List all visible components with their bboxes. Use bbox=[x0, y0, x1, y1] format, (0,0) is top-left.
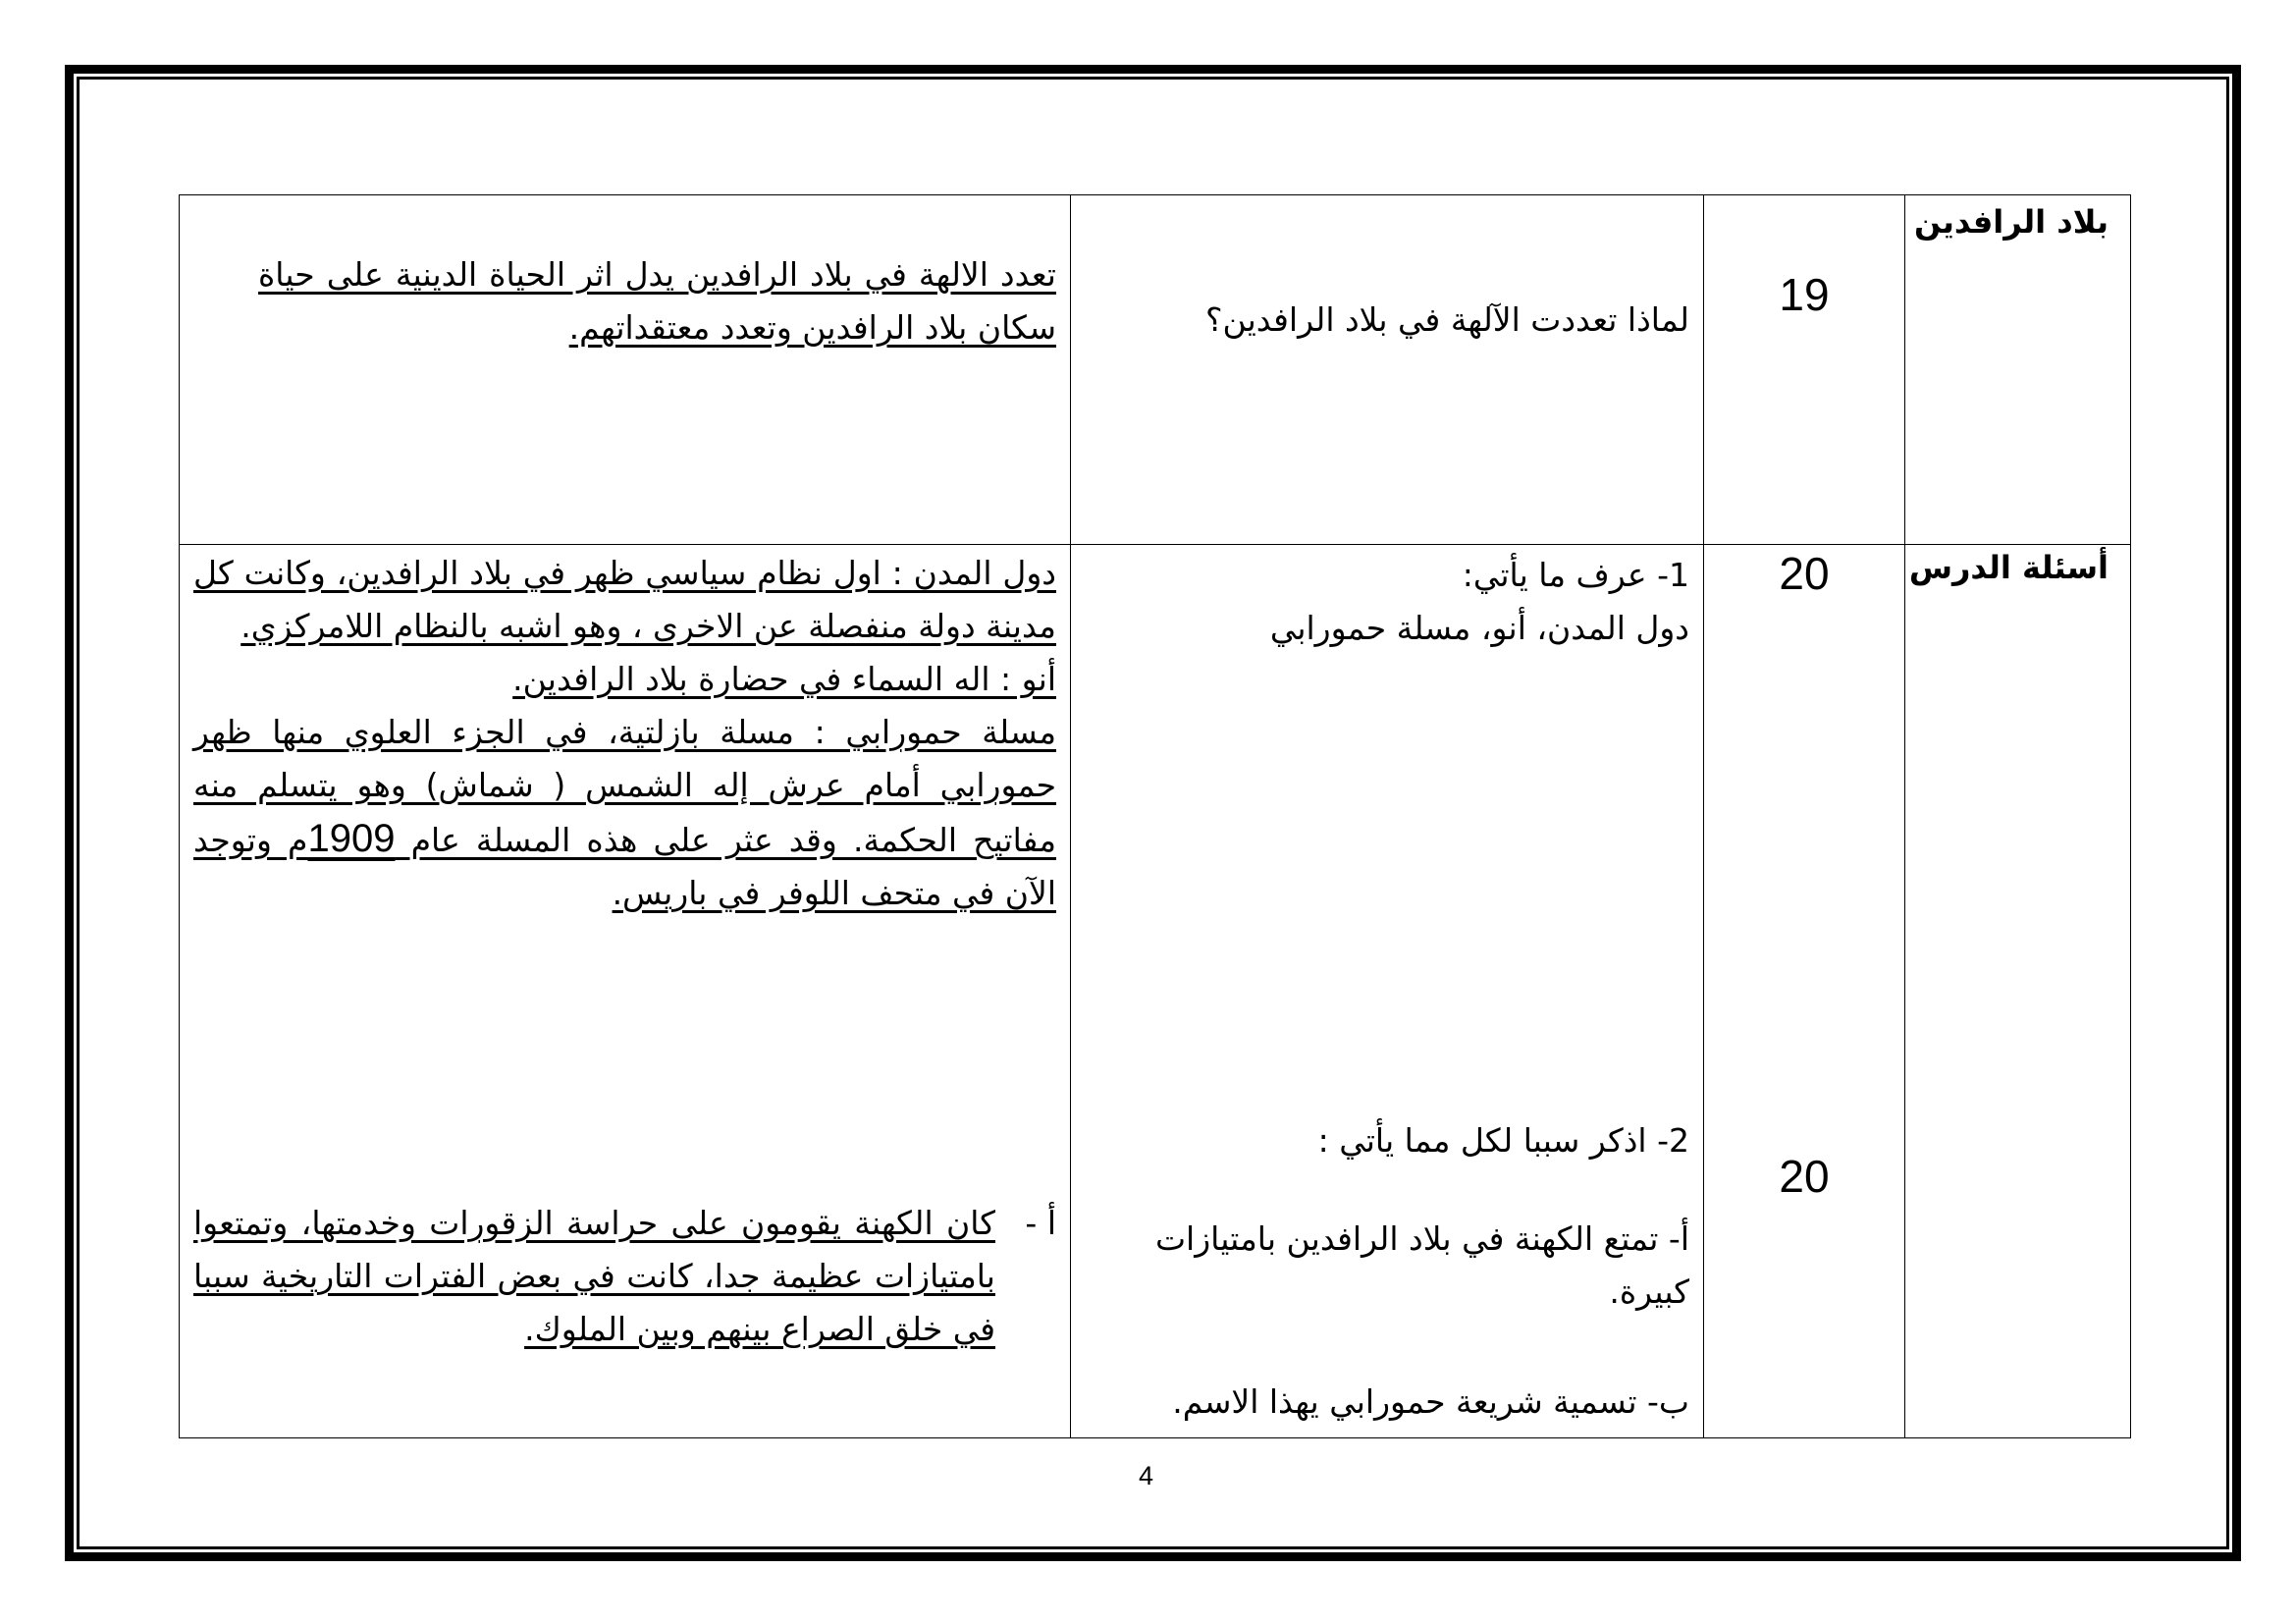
answer-hammurabi-b: م وتوجد الآن في متحف اللوفر في باريس. bbox=[193, 821, 1056, 912]
answer-cell bbox=[180, 545, 1071, 1438]
question-number: 19 bbox=[1779, 269, 1830, 320]
answer-1-block bbox=[180, 547, 1070, 920]
answer-cell bbox=[180, 195, 1071, 545]
question-2-title: 2- اذكر سببا لكل مما يأتي : bbox=[1317, 1121, 1689, 1160]
topic-cell bbox=[1905, 195, 2131, 545]
topic-label: بلاد الرافدين bbox=[1914, 203, 2109, 241]
table-row bbox=[180, 545, 2131, 1438]
answer-text: تعدد الالهة في بلاد الرافدين يدل اثر الحياة الدينية على حياة سكان بلاد الرافدين وتعدد معتقداتهم. bbox=[258, 255, 1056, 347]
topic-label: أسئلة الدرس bbox=[1908, 549, 2109, 586]
question-1 bbox=[1071, 549, 1703, 655]
question-cell bbox=[1071, 545, 1704, 1438]
answer-hammurabi-year: 1909 bbox=[307, 817, 396, 860]
answer-hammurabi-a: مسلة حمورابي : مسلة بازلتية، في الجزء العلوي منها ظهر حمورابي أمام عرش إله الشمس ( شماش) وهو يتسلم منه مفاتيح الحكمة. وقد عثر على هذه المسلة عام bbox=[193, 713, 1057, 859]
question-2-a: أ- تمتع الكهنة في بلاد الرافدين بامتيازات كبيرة. bbox=[1154, 1219, 1689, 1311]
question-text: لماذا تعددت الآلهة في بلاد الرافدين؟ bbox=[1204, 300, 1689, 339]
topic-cell bbox=[1905, 545, 2131, 1438]
page-number: 4 bbox=[1139, 1461, 1154, 1490]
number-cell bbox=[1704, 195, 1905, 545]
table-row bbox=[180, 195, 2131, 545]
question-1-items: دول المدن، أنو، مسلة حمورابي bbox=[1269, 609, 1689, 647]
question-number: 20 bbox=[1779, 1151, 1830, 1202]
answer-2-prefix: أ - bbox=[1025, 1204, 1056, 1242]
question-1-title: 1- عرف ما يأتي: bbox=[1462, 556, 1689, 594]
number-cell bbox=[1704, 545, 1905, 1438]
question-cell bbox=[1071, 195, 1704, 545]
answer-2-a: كان الكهنة يقومون على حراسة الزقورات وخدمتها، وتمتعوا بامتيازات عظيمة جدا، كانت في بعض الفترات التاريخية سببا في خلق الصراع بينهم وبين الملوك. bbox=[193, 1204, 995, 1348]
question-number: 20 bbox=[1779, 548, 1830, 599]
answer-anu: أنو : اله السماء في حضارة بلاد الرافدين. bbox=[512, 660, 1056, 698]
question-2 bbox=[1071, 1114, 1703, 1167]
answer-2-block bbox=[180, 1197, 1070, 1356]
question-2-b: ب- تسمية شريعة حمورابي يهذا الاسم. bbox=[1172, 1382, 1689, 1421]
lesson-table bbox=[179, 194, 2131, 1438]
answer-city-states: دول المدن : اول نظام سياسي ظهر في بلاد الرافدين، وكانت كل مدينة دولة منفصلة عن الاخرى ، وهو اشبه بالنظام اللامركزي. bbox=[193, 554, 1056, 645]
